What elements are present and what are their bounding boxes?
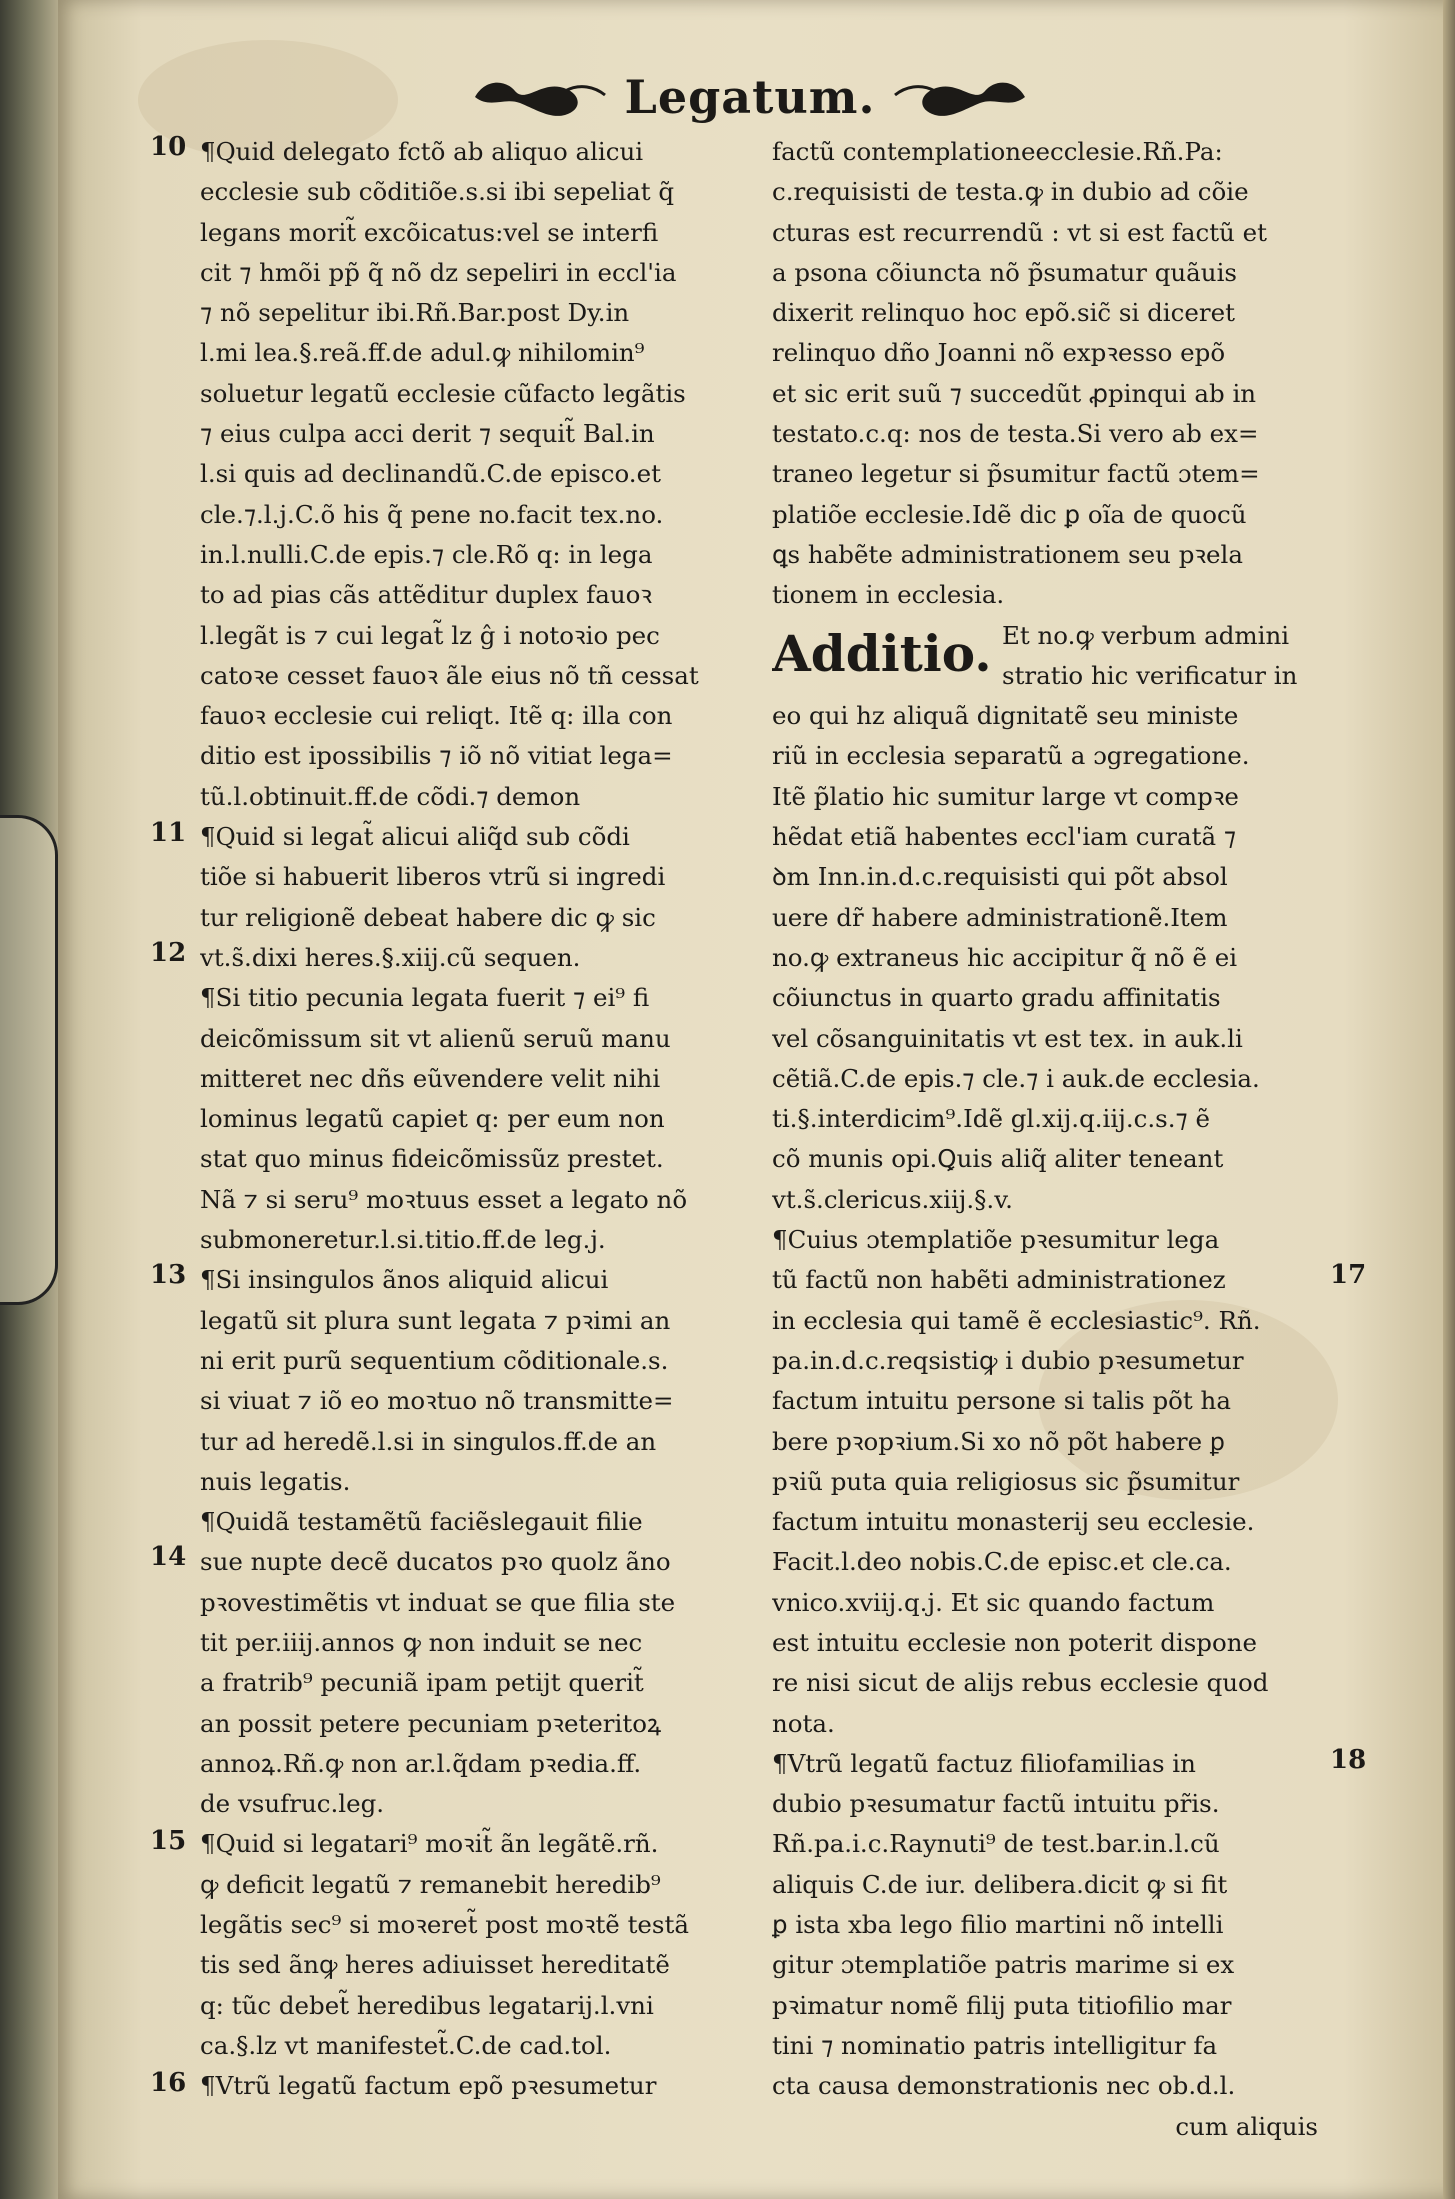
text-line: ti.§.interdicim⁹.Idẽ gl.xij.q.iij.c.s.⁊ ẽ: [772, 1104, 1210, 1134]
text-line: Nã ⁊ si seru⁹ moꝛtuus esset a legato nõ: [200, 1184, 688, 1214]
text-line: Facit.l.deo nobis.C.de episc.et cle.ca.: [772, 1547, 1232, 1577]
text-line: l.mi lea.§.reã.ff.de adul.ꝙ nihilomin⁹: [200, 338, 645, 368]
right-text-column: [772, 132, 1328, 2147]
page-edge: [1443, 0, 1455, 2199]
text-line: an possit petere pecuniam pꝛeteritoꝝ: [200, 1708, 662, 1738]
text-line: factum intuitu monasterij seu ecclesie.: [772, 1507, 1255, 1537]
text-line: tionem in ecclesia.: [772, 580, 1005, 610]
text-line: dixerit relinquo hoc epõ.sic̃ si diceret: [772, 298, 1235, 328]
text-line: relinquo dño Joanni nõ expꝛesso epõ: [772, 338, 1226, 368]
text-line: cta causa demonstrationis nec ob.d.l.: [772, 2071, 1236, 2101]
left-text-column: [200, 132, 760, 2107]
text-line: traneo legetur si p̃sumitur factũ ɔtem=: [772, 459, 1260, 489]
text-line: a psona cõiuncta nõ p̃sumatur quãuis: [772, 257, 1237, 287]
text-line: ¶Si insingulos ãnos aliquid alicui: [200, 1265, 609, 1295]
text-line: cõiunctus in quarto gradu affinitatis: [772, 983, 1221, 1013]
text-line: tit per.iiij.annos ꝙ non induit se nec: [200, 1627, 643, 1657]
text-line: lominus legatũ capiet q: per eum non: [200, 1104, 665, 1134]
text-line: in.l.nulli.C.de epis.⁊ cle.Rõ q: in lega: [200, 539, 653, 569]
text-line: submoneretur.l.si.titio.ff.de leg.j.: [200, 1225, 606, 1255]
text-line: riũ in ecclesia separatũ a ɔgregatione.: [772, 741, 1250, 771]
text-line: ¶Vtrũ legatũ factuz filiofamilias in: [772, 1748, 1196, 1778]
text-line: nota.: [772, 1708, 835, 1738]
text-line: tis sed ãnꝙ heres adiuisset hereditatẽ: [200, 1950, 670, 1980]
text-line: mitteret nec dñs eũvendere velit nihi: [200, 1063, 661, 1093]
margin-number: 11: [150, 818, 187, 848]
text-line: nuis legatis.: [200, 1466, 351, 1496]
right-ornament-icon: [885, 69, 1035, 125]
text-line: tũ.l.obtinuit.ff.de cõdi.⁊ demon: [200, 781, 581, 811]
text-line: platiõe ecclesie.Idẽ dic ꝑ oĩa de quocũ: [772, 499, 1247, 529]
text-line: factũ contemplationeecclesie.Rñ.Pa:: [772, 137, 1223, 166]
text-line: vt.s̃.dixi heres.§.xiij.cũ sequen.: [200, 942, 581, 972]
margin-number: 18: [1330, 1745, 1367, 1775]
margin-number: 17: [1330, 1260, 1367, 1290]
text-line: gitur ɔtemplatiõe patris marime si ex: [772, 1950, 1235, 1980]
text-line: vel cõsanguinitatis vt est tex. in auk.li: [772, 1023, 1243, 1053]
text-line: tur ad heredẽ.l.si in singulos.ff.de an: [200, 1426, 657, 1456]
text-line: ¶Si titio pecunia legata fuerit ⁊ ei⁹ fi: [200, 983, 650, 1013]
text-line: ꝗs habẽte administrationem seu pꝛela: [772, 539, 1243, 569]
text-line: cit ⁊ hmõi pp̃ q̃ nõ dz sepeliri in eccl'ia: [200, 257, 677, 287]
text-line: ¶Quid si legatari⁹ moꝛit̃ ãn legãtẽ.rñ.: [200, 1829, 659, 1859]
text-line: ⁊ eius culpa acci derit ⁊ sequit̃ Bal.in: [200, 419, 655, 449]
page-header: [430, 62, 1070, 132]
text-line: ¶Quidã testamẽtũ faciẽslegauit filie: [200, 1507, 643, 1537]
margin-number: 10: [150, 132, 187, 162]
text-line: ditio est ipossibilis ⁊ iõ nõ vitiat lega=: [200, 741, 673, 771]
text-line: fauoꝛ ecclesie cui reliqt. Itẽ q: illa con: [200, 701, 673, 731]
text-line: Itẽ p̃latio hic sumitur large vt compꝛe: [772, 781, 1239, 811]
text-line: eo qui hz aliquã dignitatẽ seu ministe: [772, 701, 1239, 731]
additio-line-1: [772, 616, 1328, 697]
text-line: uere dr̃ habere administrationẽ.Item: [772, 902, 1228, 932]
margin-number: 13: [150, 1260, 187, 1290]
text-line: cturas est recurrendũ : vt si est factũ et: [772, 217, 1267, 247]
running-head: Legatum.: [624, 70, 876, 124]
text-line: stat quo minus fideicõmissũz prestet.: [200, 1144, 664, 1174]
text-line: ni erit purũ sequentium cõditionale.s.: [200, 1345, 669, 1375]
text-line: vnico.xviij.q.j. Et sic quando factum: [772, 1587, 1215, 1617]
text-line: aliquis C.de iur. delibera.dicit ꝙ si fit: [772, 1869, 1228, 1899]
margin-number: 16: [150, 2068, 187, 2098]
text-line: ꝑ ista xba lego filio martini nõ intelli: [772, 1910, 1224, 1940]
text-line: ecclesie sub cõditiõe.s.si ibi sepeliat q̃: [200, 177, 675, 207]
text-line: ꝙ deficit legatũ ⁊ remanebit heredib⁹: [200, 1869, 661, 1899]
margin-number: 14: [150, 1542, 187, 1572]
text-line: l.legãt is ⁊ cui legat̃ lz ĝ i notoꝛio pec: [200, 620, 660, 650]
text-line: pa.in.d.c.reqsistiꝙ i dubio pꝛesumetur: [772, 1345, 1244, 1375]
text-line: hẽdat etiã habentes eccl'iam curatã ⁊: [772, 822, 1237, 852]
text-line: est intuitu ecclesie non poterit dispone: [772, 1627, 1258, 1657]
margin-number: 12: [150, 938, 187, 968]
left-ornament-icon: [465, 69, 615, 125]
text-line: q: tũc debet̃ heredibus legatarij.l.vni: [200, 1990, 654, 2020]
additio-heading: Additio.: [772, 623, 992, 683]
text-line: testato.c.q: nos de testa.Si vero ab ex=: [772, 419, 1259, 449]
text-line: legãtis sec⁹ si moꝛeret̃ post moꝛtẽ testã: [200, 1910, 689, 1940]
text-line: de vsufruc.leg.: [200, 1789, 385, 1819]
text-line: to ad pias cãs attẽditur duplex fauoꝛ: [200, 580, 652, 610]
catchword: cum aliquis: [1175, 2111, 1318, 2141]
text-line: catoꝛe cesset fauoꝛ ãle eius nõ tñ cessat: [200, 660, 699, 690]
margin-number: 15: [150, 1826, 187, 1856]
text-line: tiõe si habuerit liberos vtrũ si ingredi: [200, 862, 666, 892]
text-line: pꝛovestimẽtis vt induat se que filia ste: [200, 1587, 676, 1617]
text-line: pꝛiũ puta quia religiosus sic p̃sumitur: [772, 1466, 1240, 1496]
text-line: sue nupte decẽ ducatos pꝛo quolz ãno: [200, 1547, 671, 1577]
text-line: vt.s̃.clericus.xiij.§.v.: [772, 1184, 1013, 1214]
text-line: pꝛimatur nomẽ filij puta titiofilio mar: [772, 1990, 1232, 2020]
text-line: c.requisisti de testa.ꝙ in dubio ad cõie: [772, 177, 1249, 207]
text-line: no.ꝙ extraneus hic accipitur q̃ nõ ẽ ei: [772, 942, 1238, 972]
text-line: tini ⁊ nominatio patris intelligitur fa: [772, 2030, 1218, 2060]
text-line: ¶Quid si legat̃ alicui aliq̃d sub cõdi: [200, 822, 630, 852]
text-line: si viuat ⁊ iõ eo moꝛtuo nõ transmitte=: [200, 1386, 674, 1416]
text-line: ca.§.lz vt manifestet̃.C.de cad.tol.: [200, 2030, 612, 2060]
text-line: annoꝝ.Rñ.ꝙ non ar.l.q̃dam pꝛedia.ff.: [200, 1748, 642, 1778]
text-line: legatũ sit plura sunt legata ⁊ pꝛimi an: [200, 1305, 671, 1335]
text-line: bere pꝛopꝛium.Si xo nõ põt habere ꝑ: [772, 1426, 1225, 1456]
text-line: Et no.ꝙ verbum admini: [1002, 620, 1290, 650]
text-line: tur religionẽ debeat habere dic ꝙ sic: [200, 902, 656, 932]
text-line: ¶Quid delegato fctõ ab aliquo alicui: [200, 137, 644, 166]
text-line: ꝺm Inn.in.d.c.requisisti qui põt absol: [772, 862, 1228, 892]
text-line: deicõmissum sit vt alienũ seruũ manu: [200, 1023, 671, 1053]
text-line: ¶Vtrũ legatũ factum epõ pꝛesumetur: [200, 2071, 657, 2101]
book-clasp: [0, 815, 58, 1305]
text-line: et sic erit suũ ⁊ succedũt ꝓpinqui ab in: [772, 378, 1257, 408]
text-line: ⁊ nõ sepelitur ibi.Rñ.Bar.post Dy.in: [200, 298, 630, 328]
text-line: cõ munis opi.Ꝗuis aliq̃ aliter teneant: [772, 1144, 1224, 1174]
text-line: dubio pꝛesumatur factũ intuitu pr̃is.: [772, 1789, 1220, 1819]
text-line: in ecclesia qui tamẽ ẽ ecclesiastic⁹. Rñ.: [772, 1305, 1261, 1335]
text-line: l.si quis ad declinandũ.C.de episco.et: [200, 459, 661, 489]
text-line: a fratrib⁹ pecuniã ipam petijt querit̃: [200, 1668, 644, 1698]
text-line: re nisi sicut de alijs rebus ecclesie quod: [772, 1668, 1269, 1698]
text-line: factum intuitu persone si talis põt ha: [772, 1386, 1231, 1416]
text-line: tũ factũ non habẽti administrationez: [772, 1265, 1226, 1295]
text-line: soluetur legatũ ecclesie cũfacto legãtis: [200, 378, 686, 408]
text-line: cẽtiã.C.de epis.⁊ cle.⁊ i auk.de ecclesia.: [772, 1063, 1260, 1093]
text-line: ¶Cuius ɔtemplatiõe pꝛesumitur lega: [772, 1225, 1220, 1255]
text-line: legans morit̃ excõicatus:vel se interfi: [200, 217, 659, 247]
text-line: stratio hic verificatur in: [1002, 660, 1298, 690]
text-line: cle.⁊.l.j.C.õ his q̃ pene no.facit tex.no.: [200, 499, 664, 529]
text-line: Rñ.pa.i.c.Raynuti⁹ de test.bar.in.l.cũ: [772, 1829, 1220, 1859]
